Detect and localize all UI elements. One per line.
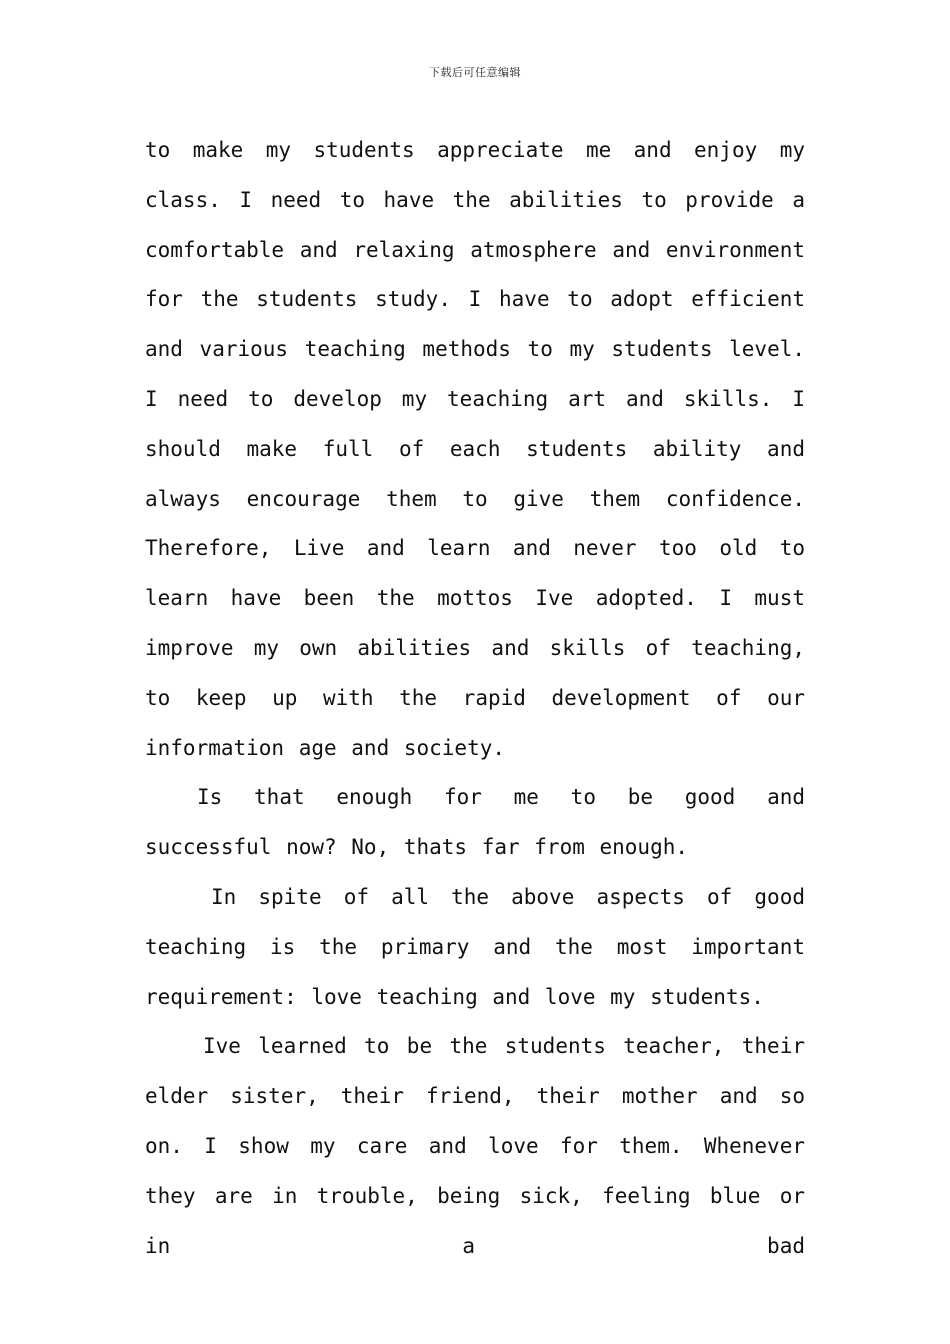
page-header: 下载后可任意编辑	[429, 66, 521, 79]
paragraph-4: Ive learned to be the students teacher, their elder sister, their friend, their mother and so on. I show my care and love for them. Whenever they are in trouble, being sick, feeling blue or in a bad	[145, 1034, 805, 1258]
document-body	[145, 126, 805, 1271]
paragraph-1: to make my students appreciate me and enjoy my class. I need to have the abilities to provide a comfortable and relaxing atmosphere and environment for the students study. I have to adopt efficient and various teaching methods to my students level. I need to develop my teaching art and skills. I should make full of each students ability and always encourage them to give them confidence. Therefore, Live and learn and never too old to learn have been the mottos Ive adopted. I must improve my own abilities and skills of teaching, to keep up with the rapid development of our information age and society.	[145, 138, 805, 760]
paragraph-3: In spite of all the above aspects of good teaching is the primary and the most important requirement: love teaching and love my students.	[145, 884, 805, 1009]
paragraph-2: Is that enough for me to be good and successful now? No, thats far from enough.	[145, 785, 805, 860]
